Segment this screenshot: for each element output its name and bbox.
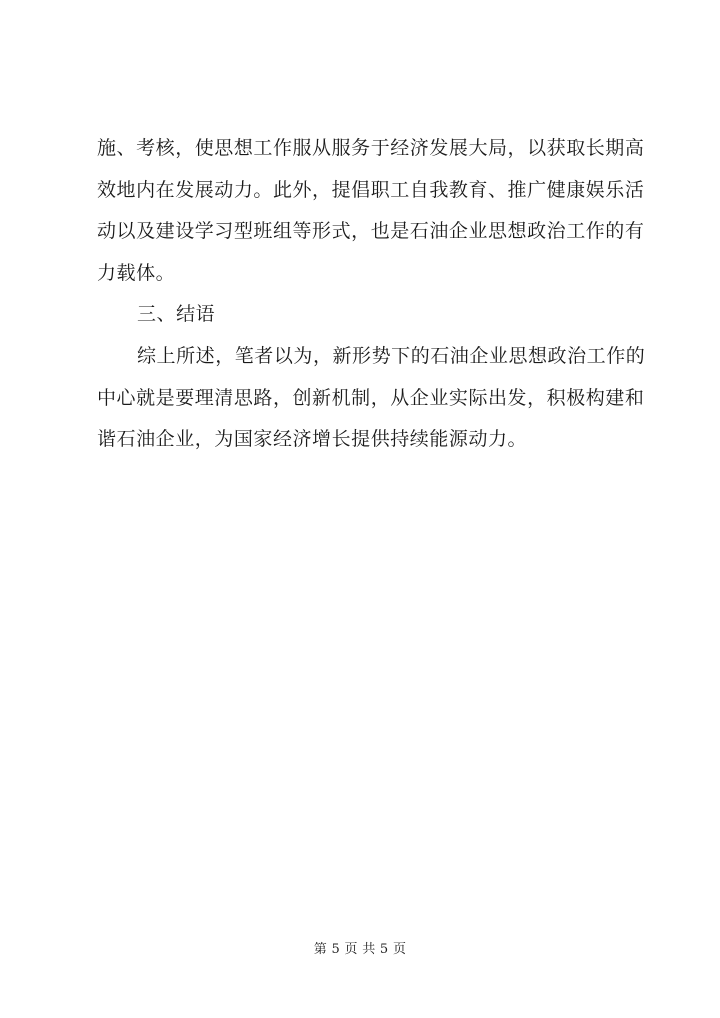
paragraph-line: 谐石油企业，为国家经济增长提供持续能源动力。 <box>97 428 528 451</box>
paragraph-line: 中心就是要理清思路，创新机制，从企业实际出发，积极构建和 <box>97 386 645 409</box>
page-footer: 第 5 页 共 5 页 <box>313 942 407 957</box>
paragraph-line: 综上所述，笔者以为，新形势下的石油企业思想政治工作的 <box>137 344 646 367</box>
section-heading: 三、结语 <box>137 303 216 326</box>
document-body <box>97 128 646 461</box>
paragraph-line: 效地内在发展动力。此外，提倡职工自我教育、推广健康娱乐活 <box>97 178 645 201</box>
paragraph-line: 施、考核，使思想工作服从服务于经济发展大局，以获取长期高 <box>97 137 645 159</box>
paragraph-line: 动以及建设学习型班组等形式，也是石油企业思想政治工作的有 <box>97 220 645 243</box>
paragraph-line: 力载体。 <box>97 261 176 284</box>
